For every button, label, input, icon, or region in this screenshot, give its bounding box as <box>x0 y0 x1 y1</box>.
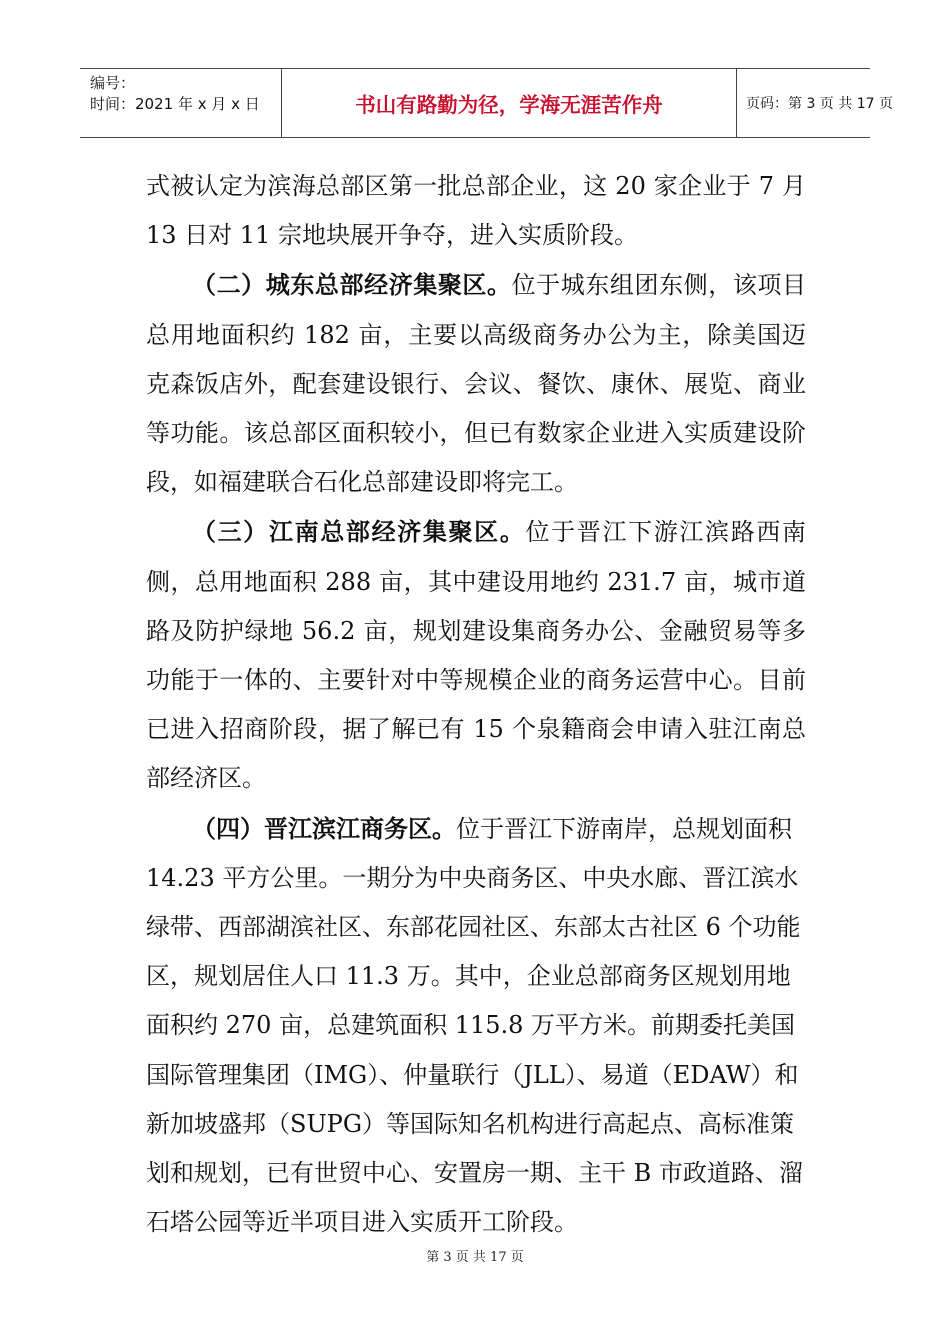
paragraph-continuation: 式被认定为滨海总部区第一批总部企业，这 20 家企业于 7 月 13 日对 11 宗地块展开争夺，进入实质阶段。 <box>146 172 806 250</box>
section-heading-jiangnan: （三）江南总部经济集聚区。 <box>192 517 526 547</box>
document-body <box>146 162 806 1247</box>
header-page-info: 页码：第 3 页 共 17 页 <box>746 96 893 112</box>
time-label: 时间：2021 年 x 月 x 日 <box>90 95 260 113</box>
document-header <box>80 68 893 138</box>
paragraph-jiangnan <box>146 507 806 803</box>
paragraph-binjiang <box>146 804 806 1248</box>
section-text-chengdong: 位于城东组团东侧，该项目总用地面积约 182 亩，主要以高级商务办公为主，除美国迈克森饭店外，配套建设银行、会议、餐饮、康休、展览、商业等功能。该总部区面积较小，但已有数家企业进入实质建设阶段，如福建联合石化总部建设即将完工。 <box>146 271 807 497</box>
header-motto: 书山有路勤为径，学海无涯苦作舟 <box>282 69 737 137</box>
header-meta <box>80 69 282 137</box>
section-heading-chengdong: （二）城东总部经济集聚区。 <box>192 270 512 300</box>
serial-label: 编号： <box>90 74 136 92</box>
paragraph-chengdong <box>146 260 806 507</box>
section-heading-binjiang: （四）晋江滨江商务区。 <box>192 813 456 843</box>
page-footer: 第 3 页 共 17 页 <box>426 1250 524 1265</box>
section-text-binjiang: 位于晋江下游南岸，总规划面积 14.23 平方公里。一期分为中央商务区、中央水廊、晋江滨水绿带、西部湖滨社区、东部花园社区、东部太古社区 6 个功能区，规划居住人口 11.3 万。其中，企业总部商务区规划用地面积约 270 亩，总建筑面积 115.8 万平方米。前期委托美国国际管理集团（IMG）、仲量联行（JLL）、易道（EDAW）和新加坡盛邦（SUPG）等国际知名机构进行高起点、高标准策划和规划，已有世贸中心、安置房一期、主干 B 市政道路、溜石塔公园等近半项目进入实质开工阶段。 <box>146 814 803 1237</box>
section-text-jiangnan: 位于晋江下游江滨路西南侧，总用地面积 288 亩，其中建设用地约 231.7 亩，城市道路及防护绿地 56.2 亩，规划建设集商务办公、金融贸易等多功能于一体的、主要针对中等规模企业的商务运营中心。目前已进入招商阶段，据了解已有 15 个泉籍商会申请入驻江南总部经济区。 <box>146 518 807 793</box>
